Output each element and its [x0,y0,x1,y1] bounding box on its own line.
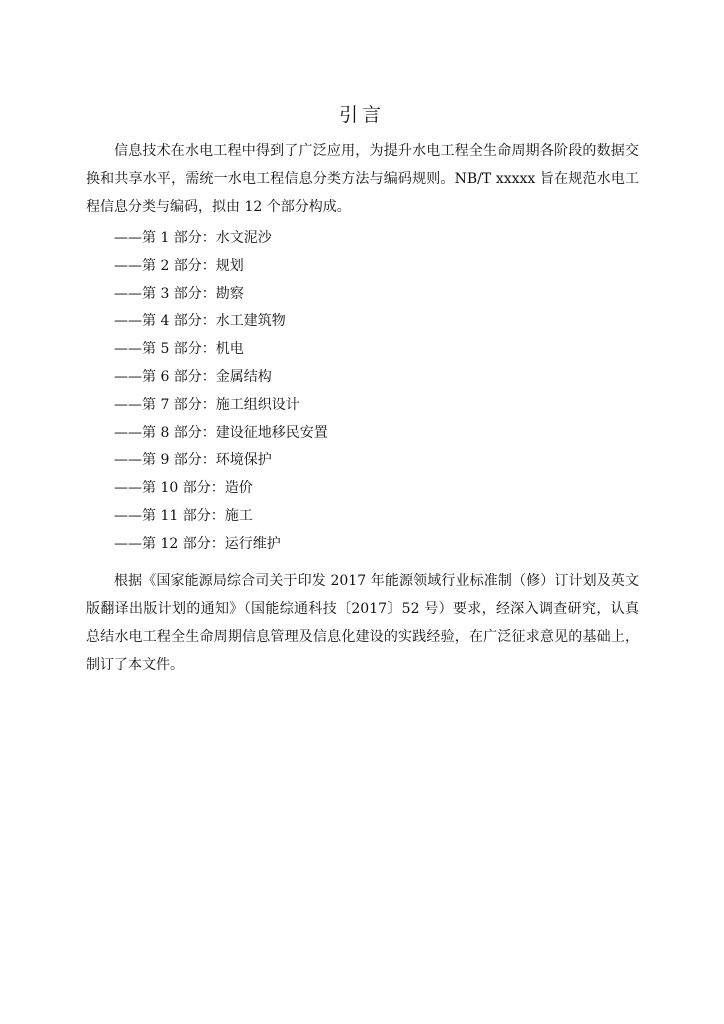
intro-paragraph: 信息技术在水电工程中得到了广泛应用，为提升水电工程全生命周期各阶段的数据交换和共享水平，需统一水电工程信息分类方法与编码规则。NB/T xxxxx 旨在规范水电工程信息分类与编码，拟由 12 个部分构成。 [86,143,639,215]
part-item-5: ——第 5 部分：机电 [114,341,244,358]
part-item-1: ——第 1 部分：水文泥沙 [114,230,272,246]
part-item-8: ——第 8 部分：建设征地移民安置 [114,424,328,441]
part-item-12: ——第 12 部分：运行维护 [114,535,281,552]
part-item-7: ——第 7 部分：施工组织设计 [114,396,300,413]
page-title: 引言 [338,104,385,126]
parts-list [114,225,634,559]
part-item-9: ——第 9 部分：环境保护 [114,452,272,469]
part-item-2: ——第 2 部分：规划 [114,257,244,274]
part-item-6: ——第 6 部分：金属结构 [114,368,272,385]
basis-paragraph: 根据《国家能源局综合司关于印发 2017 年能源领域行业标准制（修）订计划及英文版翻译出版计划的通知》（国能综通科技〔2017〕52 号）要求，经深入调查研究，认真总结水电工程全生命周期信息管理及信息化建设的实践经验，在广泛征求意见的基础上，制订了本文件。 [86,573,639,673]
part-item-10: ——第 10 部分：造价 [114,480,253,497]
part-item-3: ——第 3 部分：勘察 [114,285,244,302]
part-item-4: ——第 4 部分：水工建筑物 [114,313,286,330]
part-item-11: ——第 11 部分：施工 [114,507,253,524]
